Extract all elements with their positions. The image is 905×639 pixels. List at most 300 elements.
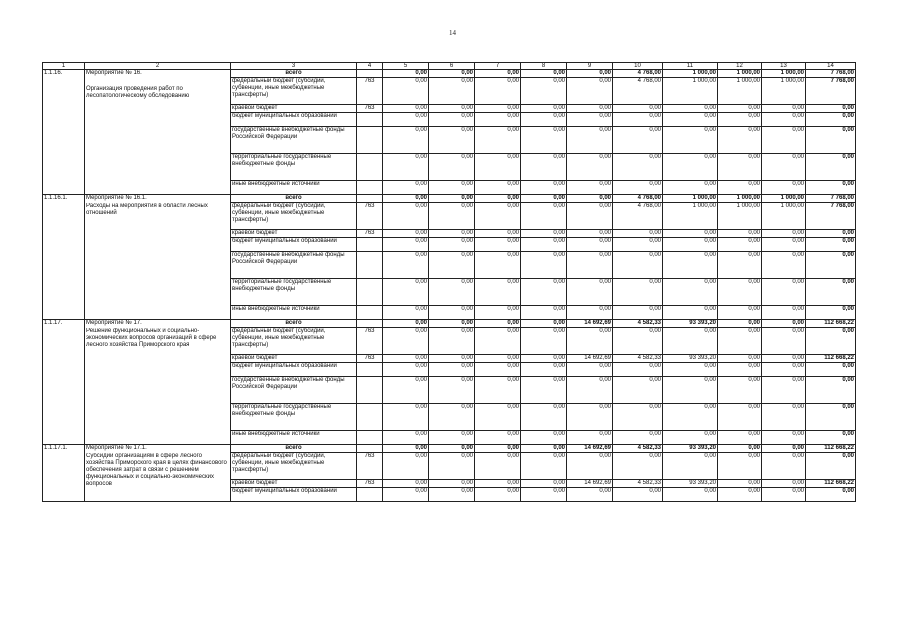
- value-cell: 0,00: [613, 404, 663, 431]
- value-cell: 0,00: [567, 306, 613, 320]
- value-cell: 112 668,22: [806, 355, 856, 363]
- value-cell: 0,00: [567, 230, 613, 238]
- value-cell: 0,00: [663, 181, 718, 195]
- value-cell: 0,00: [475, 203, 521, 230]
- funding-source: территориальные государственные внебюджетные фонды: [231, 279, 357, 306]
- value-cell: 0,00: [613, 488, 663, 502]
- funding-source: иные внебюджетные источники: [231, 431, 357, 445]
- budget-code: [357, 113, 383, 127]
- value-cell: 0,00: [567, 127, 613, 154]
- value-cell: 0,00: [475, 377, 521, 404]
- value-cell: 0,00: [521, 127, 567, 154]
- value-cell: 0,00: [429, 453, 475, 480]
- value-cell: 0,00: [663, 488, 718, 502]
- value-cell: 1 000,00: [663, 78, 718, 105]
- value-cell: 1 000,00: [663, 203, 718, 230]
- budget-code: [357, 70, 383, 78]
- funding-source: всего: [231, 70, 357, 78]
- value-cell: 0,00: [521, 404, 567, 431]
- value-cell: 0,00: [806, 154, 856, 181]
- value-cell: 0,00: [521, 320, 567, 328]
- value-cell: 0,00: [718, 181, 762, 195]
- value-cell: 0,00: [806, 488, 856, 502]
- budget-code: 763: [357, 203, 383, 230]
- budget-code: 763: [357, 480, 383, 488]
- value-cell: 0,00: [718, 306, 762, 320]
- value-cell: 0,00: [663, 279, 718, 306]
- value-cell: 0,00: [475, 404, 521, 431]
- table-row: [43, 203, 856, 230]
- funding-source: всего: [231, 445, 357, 453]
- value-cell: 93 393,20: [663, 355, 718, 363]
- item-description: Организация проведения работ по лесопатологическому обследованию: [85, 78, 231, 195]
- value-cell: 1 000,00: [762, 78, 806, 105]
- value-cell: 0,00: [613, 154, 663, 181]
- column-header: 7: [475, 63, 521, 70]
- value-cell: 0,00: [718, 445, 762, 453]
- item-title: Мероприятие № 16.: [85, 70, 231, 78]
- item-number: 1.1.17.: [43, 320, 85, 328]
- value-cell: 0,00: [613, 363, 663, 377]
- value-cell: 0,00: [762, 279, 806, 306]
- value-cell: 1 000,00: [718, 70, 762, 78]
- value-cell: 14 692,69: [567, 355, 613, 363]
- value-cell: 0,00: [429, 238, 475, 252]
- item-number: 1.1.16.1.: [43, 195, 85, 203]
- value-cell: 0,00: [429, 105, 475, 113]
- funding-source: иные внебюджетные источники: [231, 181, 357, 195]
- value-cell: 0,00: [521, 230, 567, 238]
- column-header: 6: [429, 63, 475, 70]
- value-cell: 0,00: [613, 306, 663, 320]
- funding-source: краевой бюджет: [231, 480, 357, 488]
- value-cell: 0,00: [806, 306, 856, 320]
- value-cell: 0,00: [521, 431, 567, 445]
- value-cell: 112 668,22: [806, 445, 856, 453]
- budget-code: 763: [357, 453, 383, 480]
- value-cell: 1 000,00: [762, 70, 806, 78]
- value-cell: 0,00: [475, 105, 521, 113]
- funding-source: государственные внебюджетные фонды Российской Федерации: [231, 127, 357, 154]
- value-cell: 0,00: [567, 181, 613, 195]
- column-header: 2: [85, 63, 231, 70]
- table-row: [43, 320, 856, 328]
- value-cell: 0,00: [762, 488, 806, 502]
- budget-code: [357, 127, 383, 154]
- budget-code: [357, 404, 383, 431]
- funding-source: всего: [231, 320, 357, 328]
- value-cell: 0,00: [521, 252, 567, 279]
- value-cell: 0,00: [613, 377, 663, 404]
- value-cell: 0,00: [567, 328, 613, 355]
- value-cell: 0,00: [806, 279, 856, 306]
- value-cell: 0,00: [383, 203, 429, 230]
- value-cell: 0,00: [383, 488, 429, 502]
- value-cell: 0,00: [613, 230, 663, 238]
- value-cell: 4 582,33: [613, 445, 663, 453]
- value-cell: 0,00: [429, 78, 475, 105]
- value-cell: 0,00: [663, 404, 718, 431]
- value-cell: 0,00: [429, 320, 475, 328]
- value-cell: 0,00: [762, 238, 806, 252]
- value-cell: 0,00: [429, 252, 475, 279]
- value-cell: 4 582,33: [613, 320, 663, 328]
- value-cell: 0,00: [383, 105, 429, 113]
- value-cell: 0,00: [567, 195, 613, 203]
- value-cell: 0,00: [718, 431, 762, 445]
- value-cell: 0,00: [762, 181, 806, 195]
- value-cell: 0,00: [383, 453, 429, 480]
- funding-source: бюджет муниципальных образований: [231, 113, 357, 127]
- value-cell: 0,00: [613, 113, 663, 127]
- budget-code: 763: [357, 105, 383, 113]
- value-cell: 1 000,00: [718, 203, 762, 230]
- funding-source: государственные внебюджетные фонды Российской Федерации: [231, 252, 357, 279]
- value-cell: 0,00: [663, 238, 718, 252]
- value-cell: 0,00: [567, 488, 613, 502]
- value-cell: 0,00: [521, 355, 567, 363]
- value-cell: 0,00: [806, 181, 856, 195]
- value-cell: 0,00: [613, 453, 663, 480]
- value-cell: 0,00: [429, 113, 475, 127]
- budget-code: [357, 431, 383, 445]
- value-cell: 0,00: [663, 363, 718, 377]
- item-number-cont: [43, 328, 85, 445]
- value-cell: 0,00: [383, 431, 429, 445]
- value-cell: 0,00: [613, 328, 663, 355]
- value-cell: 0,00: [613, 181, 663, 195]
- value-cell: 0,00: [762, 328, 806, 355]
- value-cell: 0,00: [762, 355, 806, 363]
- budget-code: [357, 377, 383, 404]
- value-cell: 0,00: [383, 404, 429, 431]
- funding-source: федеральный бюджет (субсидии, субвенции, иные межбюджетные трансферты): [231, 78, 357, 105]
- item-number: 1.1.17.1.: [43, 445, 85, 453]
- budget-code: 763: [357, 355, 383, 363]
- value-cell: 0,00: [475, 445, 521, 453]
- value-cell: 0,00: [762, 404, 806, 431]
- value-cell: 0,00: [475, 127, 521, 154]
- value-cell: 0,00: [806, 328, 856, 355]
- value-cell: 0,00: [521, 328, 567, 355]
- value-cell: 0,00: [475, 78, 521, 105]
- value-cell: 0,00: [806, 238, 856, 252]
- value-cell: 0,00: [475, 320, 521, 328]
- value-cell: 0,00: [762, 306, 806, 320]
- budget-code: [357, 306, 383, 320]
- value-cell: 0,00: [762, 431, 806, 445]
- item-description: Расходы на мероприятия в области лесных отношений: [85, 203, 231, 320]
- value-cell: 0,00: [762, 445, 806, 453]
- value-cell: 0,00: [429, 404, 475, 431]
- value-cell: 0,00: [475, 195, 521, 203]
- table-row: [43, 445, 856, 453]
- column-header: 12: [718, 63, 762, 70]
- page-number: 14: [449, 29, 456, 37]
- value-cell: 0,00: [663, 105, 718, 113]
- value-cell: 0,00: [718, 355, 762, 363]
- value-cell: 4 582,33: [613, 480, 663, 488]
- value-cell: 0,00: [383, 480, 429, 488]
- value-cell: 0,00: [762, 230, 806, 238]
- value-cell: 0,00: [718, 252, 762, 279]
- value-cell: 1 000,00: [663, 70, 718, 78]
- value-cell: 0,00: [806, 377, 856, 404]
- value-cell: 0,00: [567, 404, 613, 431]
- value-cell: 0,00: [663, 431, 718, 445]
- value-cell: 0,00: [429, 154, 475, 181]
- value-cell: 0,00: [383, 377, 429, 404]
- value-cell: 0,00: [806, 431, 856, 445]
- value-cell: 0,00: [521, 238, 567, 252]
- value-cell: 93 393,20: [663, 445, 718, 453]
- value-cell: 0,00: [383, 195, 429, 203]
- value-cell: 0,00: [521, 195, 567, 203]
- value-cell: 0,00: [663, 154, 718, 181]
- table-row: [43, 328, 856, 355]
- item-title: Мероприятие № 17.1.: [85, 445, 231, 453]
- item-title: Мероприятие № 16.1.: [85, 195, 231, 203]
- item-description: Решение функциональных и социально-экономических вопросов организаций в сфере лесного хозяйства Приморского края: [85, 328, 231, 445]
- budget-code: [357, 238, 383, 252]
- budget-code: [357, 445, 383, 453]
- value-cell: 0,00: [567, 377, 613, 404]
- value-cell: 0,00: [521, 105, 567, 113]
- value-cell: 0,00: [567, 203, 613, 230]
- value-cell: 0,00: [718, 453, 762, 480]
- value-cell: 0,00: [475, 230, 521, 238]
- value-cell: 0,00: [521, 203, 567, 230]
- value-cell: 0,00: [806, 453, 856, 480]
- value-cell: 0,00: [521, 78, 567, 105]
- value-cell: 1 000,00: [762, 195, 806, 203]
- value-cell: 0,00: [475, 181, 521, 195]
- value-cell: 0,00: [429, 127, 475, 154]
- value-cell: 0,00: [806, 404, 856, 431]
- value-cell: 0,00: [429, 70, 475, 78]
- value-cell: 4 768,00: [613, 203, 663, 230]
- value-cell: 0,00: [521, 480, 567, 488]
- value-cell: 0,00: [475, 238, 521, 252]
- funding-source: территориальные государственные внебюджетные фонды: [231, 154, 357, 181]
- value-cell: 0,00: [429, 377, 475, 404]
- value-cell: 0,00: [429, 203, 475, 230]
- value-cell: 0,00: [718, 377, 762, 404]
- value-cell: 7 768,00: [806, 78, 856, 105]
- value-cell: 0,00: [475, 252, 521, 279]
- value-cell: 0,00: [475, 363, 521, 377]
- funding-source: краевой бюджет: [231, 105, 357, 113]
- value-cell: 0,00: [567, 431, 613, 445]
- value-cell: 0,00: [567, 252, 613, 279]
- value-cell: 14 692,69: [567, 480, 613, 488]
- value-cell: 112 668,22: [806, 320, 856, 328]
- budget-code: [357, 363, 383, 377]
- value-cell: 0,00: [475, 306, 521, 320]
- value-cell: 0,00: [567, 453, 613, 480]
- column-header: 9: [567, 63, 613, 70]
- value-cell: 0,00: [429, 488, 475, 502]
- value-cell: 1 000,00: [718, 195, 762, 203]
- value-cell: 0,00: [762, 480, 806, 488]
- budget-code: [357, 279, 383, 306]
- value-cell: 0,00: [429, 195, 475, 203]
- value-cell: 0,00: [663, 113, 718, 127]
- value-cell: 0,00: [429, 328, 475, 355]
- value-cell: 93 393,20: [663, 480, 718, 488]
- value-cell: 0,00: [475, 453, 521, 480]
- value-cell: 93 393,20: [663, 320, 718, 328]
- value-cell: 0,00: [475, 328, 521, 355]
- value-cell: 0,00: [806, 252, 856, 279]
- budget-code: 763: [357, 230, 383, 238]
- value-cell: 0,00: [613, 252, 663, 279]
- budget-code: [357, 488, 383, 502]
- table-row: [43, 453, 856, 480]
- value-cell: 0,00: [663, 453, 718, 480]
- value-cell: 0,00: [613, 127, 663, 154]
- value-cell: 0,00: [762, 105, 806, 113]
- budget-code: 763: [357, 78, 383, 105]
- value-cell: 0,00: [806, 127, 856, 154]
- value-cell: 0,00: [613, 431, 663, 445]
- item-number-cont: [43, 78, 85, 195]
- value-cell: 7 768,00: [806, 203, 856, 230]
- value-cell: 14 692,69: [567, 320, 613, 328]
- column-header: 11: [663, 63, 718, 70]
- column-header: 14: [806, 63, 856, 70]
- budget-code: [357, 154, 383, 181]
- value-cell: 1 000,00: [762, 203, 806, 230]
- value-cell: 0,00: [383, 238, 429, 252]
- value-cell: 0,00: [718, 320, 762, 328]
- value-cell: 0,00: [762, 453, 806, 480]
- table-row: [43, 78, 856, 105]
- value-cell: 0,00: [663, 377, 718, 404]
- value-cell: 0,00: [521, 445, 567, 453]
- value-cell: 0,00: [521, 377, 567, 404]
- value-cell: 0,00: [383, 127, 429, 154]
- funding-source: федеральный бюджет (субсидии, субвенции, иные межбюджетные трансферты): [231, 328, 357, 355]
- value-cell: 0,00: [429, 306, 475, 320]
- value-cell: 0,00: [383, 181, 429, 195]
- value-cell: 0,00: [475, 70, 521, 78]
- value-cell: 0,00: [475, 355, 521, 363]
- value-cell: 0,00: [718, 404, 762, 431]
- funding-source: краевой бюджет: [231, 230, 357, 238]
- value-cell: 0,00: [613, 238, 663, 252]
- value-cell: 0,00: [521, 113, 567, 127]
- value-cell: 0,00: [567, 154, 613, 181]
- value-cell: 14 692,69: [567, 445, 613, 453]
- value-cell: 1 000,00: [718, 78, 762, 105]
- item-number-cont: [43, 453, 85, 502]
- column-header: 5: [383, 63, 429, 70]
- value-cell: 0,00: [718, 480, 762, 488]
- value-cell: 0,00: [762, 320, 806, 328]
- funding-source: иные внебюджетные источники: [231, 306, 357, 320]
- value-cell: 0,00: [663, 252, 718, 279]
- funding-source: всего: [231, 195, 357, 203]
- item-number-cont: [43, 203, 85, 320]
- value-cell: 0,00: [806, 230, 856, 238]
- value-cell: 7 768,00: [806, 70, 856, 78]
- value-cell: 0,00: [383, 445, 429, 453]
- value-cell: 0,00: [475, 113, 521, 127]
- column-header: 8: [521, 63, 567, 70]
- funding-source: федеральный бюджет (субсидии, субвенции, иные межбюджетные трансферты): [231, 453, 357, 480]
- value-cell: 0,00: [383, 113, 429, 127]
- value-cell: 0,00: [718, 279, 762, 306]
- value-cell: 0,00: [718, 230, 762, 238]
- value-cell: 0,00: [567, 238, 613, 252]
- value-cell: 0,00: [475, 480, 521, 488]
- value-cell: 0,00: [718, 113, 762, 127]
- value-cell: 0,00: [475, 154, 521, 181]
- value-cell: 0,00: [383, 328, 429, 355]
- value-cell: 0,00: [663, 306, 718, 320]
- value-cell: 0,00: [663, 328, 718, 355]
- value-cell: 0,00: [521, 181, 567, 195]
- value-cell: 4 582,33: [613, 355, 663, 363]
- value-cell: 0,00: [762, 252, 806, 279]
- item-description: Субсидии организациям в сфере лесного хозяйства Приморского края в целях финансового обеспечения затрат в связи с решением функциональных и социально-экономических вопросов: [85, 453, 231, 502]
- value-cell: 0,00: [567, 70, 613, 78]
- column-header: 10: [613, 63, 663, 70]
- value-cell: 0,00: [383, 78, 429, 105]
- item-number: 1.1.16.: [43, 70, 85, 78]
- value-cell: 0,00: [475, 431, 521, 445]
- table-row: [43, 195, 856, 203]
- column-header: 13: [762, 63, 806, 70]
- value-cell: 0,00: [429, 355, 475, 363]
- funding-source: государственные внебюджетные фонды Российской Федерации: [231, 377, 357, 404]
- value-cell: 0,00: [383, 279, 429, 306]
- value-cell: 0,00: [762, 377, 806, 404]
- value-cell: 0,00: [383, 252, 429, 279]
- value-cell: 0,00: [613, 279, 663, 306]
- value-cell: 0,00: [718, 328, 762, 355]
- value-cell: 0,00: [383, 70, 429, 78]
- value-cell: 0,00: [521, 363, 567, 377]
- value-cell: 0,00: [567, 78, 613, 105]
- value-cell: 112 668,22: [806, 480, 856, 488]
- value-cell: 0,00: [567, 279, 613, 306]
- funding-source: федеральный бюджет (субсидии, субвенции, иные межбюджетные трансферты): [231, 203, 357, 230]
- value-cell: 0,00: [567, 363, 613, 377]
- value-cell: 0,00: [521, 154, 567, 181]
- column-header: 1: [43, 63, 85, 70]
- value-cell: 0,00: [718, 105, 762, 113]
- value-cell: 0,00: [718, 488, 762, 502]
- value-cell: 7 768,00: [806, 195, 856, 203]
- value-cell: 0,00: [718, 363, 762, 377]
- value-cell: 4 768,00: [613, 78, 663, 105]
- value-cell: 0,00: [429, 431, 475, 445]
- value-cell: 0,00: [663, 127, 718, 154]
- funding-source: бюджет муниципальных образований: [231, 363, 357, 377]
- value-cell: 1 000,00: [663, 195, 718, 203]
- value-cell: 0,00: [806, 105, 856, 113]
- value-cell: 0,00: [567, 105, 613, 113]
- funding-source: территориальные государственные внебюджетные фонды: [231, 404, 357, 431]
- value-cell: 0,00: [429, 445, 475, 453]
- value-cell: 0,00: [383, 363, 429, 377]
- funding-source: бюджет муниципальных образований: [231, 488, 357, 502]
- value-cell: 0,00: [521, 488, 567, 502]
- value-cell: 0,00: [718, 238, 762, 252]
- value-cell: 0,00: [718, 127, 762, 154]
